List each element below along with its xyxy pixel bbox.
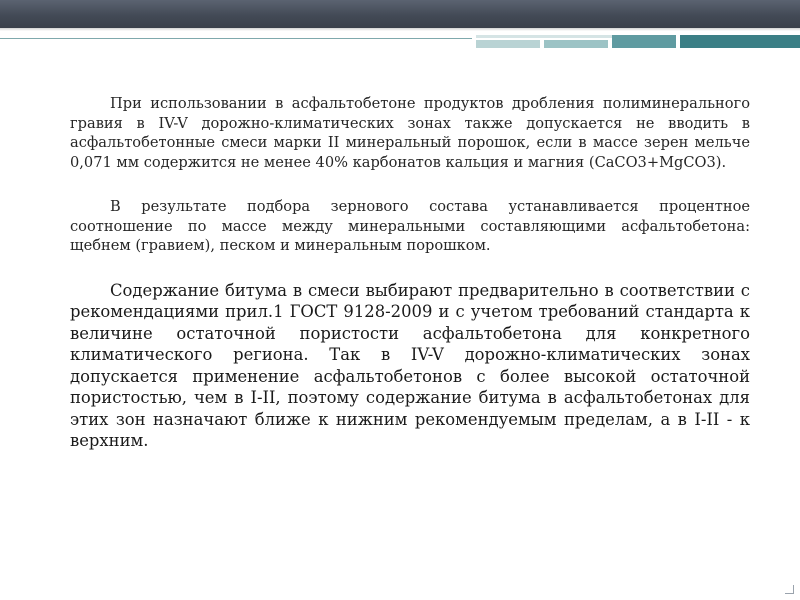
header-shadow xyxy=(0,28,800,31)
paragraph-bitumen-content: Содержание битума в смеси выбирают предварительно в соответствии с рекомендациями прил.1 ГОСТ 9128-2009 и с учетом требований стандарта к величине остаточной пористости асфальтобетона для конкретного климатического региона. Так в IV-V дорожно-климатических зонах допускается применение асфальтобетонов с более высокой остаточной пористостью, чем в I-II, поэтому содержание битума в асфальтобетонах для этих зон назначают ближе к нижним рекомендуемым пределам, а в I-II - к верхним. xyxy=(70,280,750,450)
header-accent-block xyxy=(544,40,608,48)
slide-corner-mark xyxy=(785,585,794,594)
header-accent-block xyxy=(612,35,676,48)
slide-header-bar xyxy=(0,0,800,28)
paragraph-mineral-powder: При использовании в асфальтобетоне продуктов дробления полиминерального гравия в IV-V дорожно-климатических зонах также допускается не вводить в асфальтобетонные смеси марки II минеральный порошок, если в массе зерен мельче 0,071 мм содержится не менее 40% карбонатов кальция и магния (CaCO3+MgCO3). xyxy=(70,95,750,171)
header-accent-line xyxy=(0,38,472,39)
header-accent-block xyxy=(680,35,800,48)
paragraph-grain-composition: В результате подбора зернового состава устанавливается процентное соотношение по массе между минеральными составляющими асфальтобетона: щебнем (гравием), песком и минеральным порошком. xyxy=(70,198,750,254)
header-accent-highlight xyxy=(476,35,612,38)
slide-body xyxy=(70,94,750,452)
header-accent-block xyxy=(476,40,540,48)
